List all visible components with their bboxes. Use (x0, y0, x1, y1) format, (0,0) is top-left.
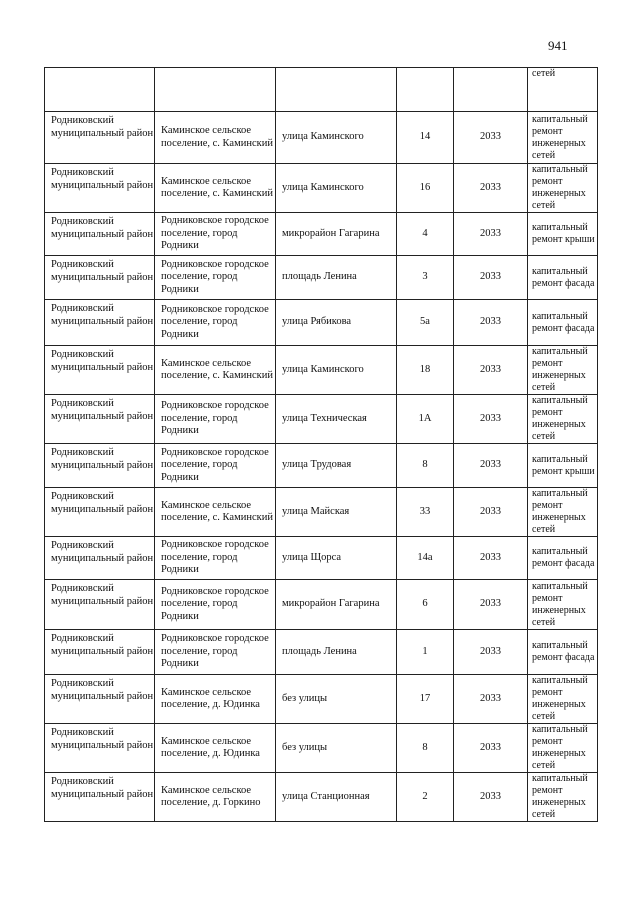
cell-year: 2033 (454, 488, 528, 537)
cell-year: 2033 (454, 164, 528, 213)
cell-street: улица Трудовая (276, 444, 397, 488)
cell-year: 2033 (454, 213, 528, 256)
cell-settlement: Каминское сельское поселение, д. Горкино (155, 773, 276, 822)
cell-work: капитальный ремонт фасада (528, 300, 598, 346)
cell-district: Родниковский муниципальный район (45, 346, 155, 395)
cell-district: Родниковский муниципальный район (45, 488, 155, 537)
cell-settlement: Каминское сельское поселение, д. Юдинка (155, 675, 276, 724)
cell-work: капитальный ремонт фасада (528, 630, 598, 675)
cell-year (454, 68, 528, 112)
cell-settlement: Каминское сельское поселение, д. Юдинка (155, 724, 276, 773)
cell-settlement: Родниковское городское поселение, город Родники (155, 256, 276, 300)
table-row (45, 773, 598, 822)
cell-work: капитальный ремонт инженерных сетей (528, 112, 598, 164)
cell-settlement: Родниковское городское поселение, город Родники (155, 444, 276, 488)
cell-year: 2033 (454, 395, 528, 444)
cell-house: 6 (397, 580, 454, 630)
cell-work: капитальный ремонт инженерных сетей (528, 773, 598, 822)
cell-district: Родниковский муниципальный район (45, 256, 155, 300)
cell-year: 2033 (454, 112, 528, 164)
page-number: 941 (548, 38, 568, 53)
cell-year: 2033 (454, 444, 528, 488)
cell-district: Родниковский муниципальный район (45, 112, 155, 164)
table-row (45, 630, 598, 675)
cell-street: улица Щорса (276, 537, 397, 580)
cell-house: 17 (397, 675, 454, 724)
table-row (45, 346, 598, 395)
cell-year: 2033 (454, 537, 528, 580)
cell-street: без улицы (276, 724, 397, 773)
cell-year: 2033 (454, 256, 528, 300)
cell-house: 3 (397, 256, 454, 300)
cell-district: Родниковский муниципальный район (45, 773, 155, 822)
cell-work: капитальный ремонт инженерных сетей (528, 580, 598, 630)
cell-work: капитальный ремонт инженерных сетей (528, 675, 598, 724)
cell-settlement (155, 68, 276, 112)
cell-street (276, 68, 397, 112)
cell-settlement: Родниковское городское поселение, город Родники (155, 213, 276, 256)
cell-work: капитальный ремонт крыши (528, 444, 598, 488)
cell-district: Родниковский муниципальный район (45, 300, 155, 346)
cell-street: улица Станционная (276, 773, 397, 822)
table-row (45, 724, 598, 773)
cell-street: улица Каминского (276, 112, 397, 164)
cell-street: микрорайон Гагарина (276, 580, 397, 630)
cell-district: Родниковский муниципальный район (45, 580, 155, 630)
cell-house: 16 (397, 164, 454, 213)
cell-settlement: Родниковское городское поселение, город Родники (155, 395, 276, 444)
table-row (45, 300, 598, 346)
cell-house: 5а (397, 300, 454, 346)
cell-settlement: Родниковское городское поселение, город Родники (155, 300, 276, 346)
table-row (45, 537, 598, 580)
cell-district: Родниковский муниципальный район (45, 724, 155, 773)
cell-work: капитальный ремонт инженерных сетей (528, 164, 598, 213)
cell-settlement: Родниковское городское поселение, город Родники (155, 580, 276, 630)
cell-street: улица Майская (276, 488, 397, 537)
cell-district: Родниковский муниципальный район (45, 444, 155, 488)
cell-house: 33 (397, 488, 454, 537)
cell-street: площадь Ленина (276, 256, 397, 300)
cell-settlement: Каминское сельское поселение, с. Каминский (155, 164, 276, 213)
table-row (45, 580, 598, 630)
cell-house: 4 (397, 213, 454, 256)
cell-district: Родниковский муниципальный район (45, 164, 155, 213)
table-row (45, 112, 598, 164)
cell-year: 2033 (454, 346, 528, 395)
table-row (45, 164, 598, 213)
cell-settlement: Родниковское городское поселение, город Родники (155, 537, 276, 580)
table-row (45, 675, 598, 724)
housing-repair-table (44, 67, 598, 822)
cell-work: капитальный ремонт инженерных сетей (528, 488, 598, 537)
table-row (45, 444, 598, 488)
cell-house: 18 (397, 346, 454, 395)
cell-house: 1 (397, 630, 454, 675)
table-row (45, 395, 598, 444)
cell-year: 2033 (454, 773, 528, 822)
cell-work: капитальный ремонт инженерных сетей (528, 395, 598, 444)
cell-district: Родниковский муниципальный район (45, 630, 155, 675)
table-row (45, 213, 598, 256)
cell-work: капитальный ремонт инженерных сетей (528, 724, 598, 773)
cell-year: 2033 (454, 300, 528, 346)
cell-year: 2033 (454, 630, 528, 675)
cell-work: капитальный ремонт инженерных сетей (528, 346, 598, 395)
cell-street: площадь Ленина (276, 630, 397, 675)
cell-work: капитальный ремонт крыши (528, 213, 598, 256)
cell-street: улица Рябикова (276, 300, 397, 346)
cell-year: 2033 (454, 675, 528, 724)
cell-work: капитальный ремонт фасада (528, 256, 598, 300)
cell-work: сетей (528, 68, 598, 112)
cell-year: 2033 (454, 724, 528, 773)
cell-settlement: Каминское сельское поселение, с. Каминский (155, 112, 276, 164)
cell-street: улица Каминского (276, 346, 397, 395)
cell-district (45, 68, 155, 112)
cell-house: 1А (397, 395, 454, 444)
cell-house: 8 (397, 724, 454, 773)
cell-house: 14а (397, 537, 454, 580)
cell-street: улица Каминского (276, 164, 397, 213)
cell-settlement: Каминское сельское поселение, с. Каминский (155, 346, 276, 395)
cell-work: капитальный ремонт фасада (528, 537, 598, 580)
cell-year: 2033 (454, 580, 528, 630)
cell-district: Родниковский муниципальный район (45, 675, 155, 724)
table-row (45, 256, 598, 300)
continuation-row (45, 68, 598, 112)
cell-house: 8 (397, 444, 454, 488)
cell-street: улица Техническая (276, 395, 397, 444)
cell-district: Родниковский муниципальный район (45, 213, 155, 256)
cell-district: Родниковский муниципальный район (45, 395, 155, 444)
cell-settlement: Каминское сельское поселение, с. Каминский (155, 488, 276, 537)
cell-street: без улицы (276, 675, 397, 724)
table-body (45, 68, 598, 822)
cell-district: Родниковский муниципальный район (45, 537, 155, 580)
table-row (45, 488, 598, 537)
cell-house: 14 (397, 112, 454, 164)
cell-house: 2 (397, 773, 454, 822)
cell-settlement: Родниковское городское поселение, город Родники (155, 630, 276, 675)
cell-house (397, 68, 454, 112)
cell-street: микрорайон Гагарина (276, 213, 397, 256)
